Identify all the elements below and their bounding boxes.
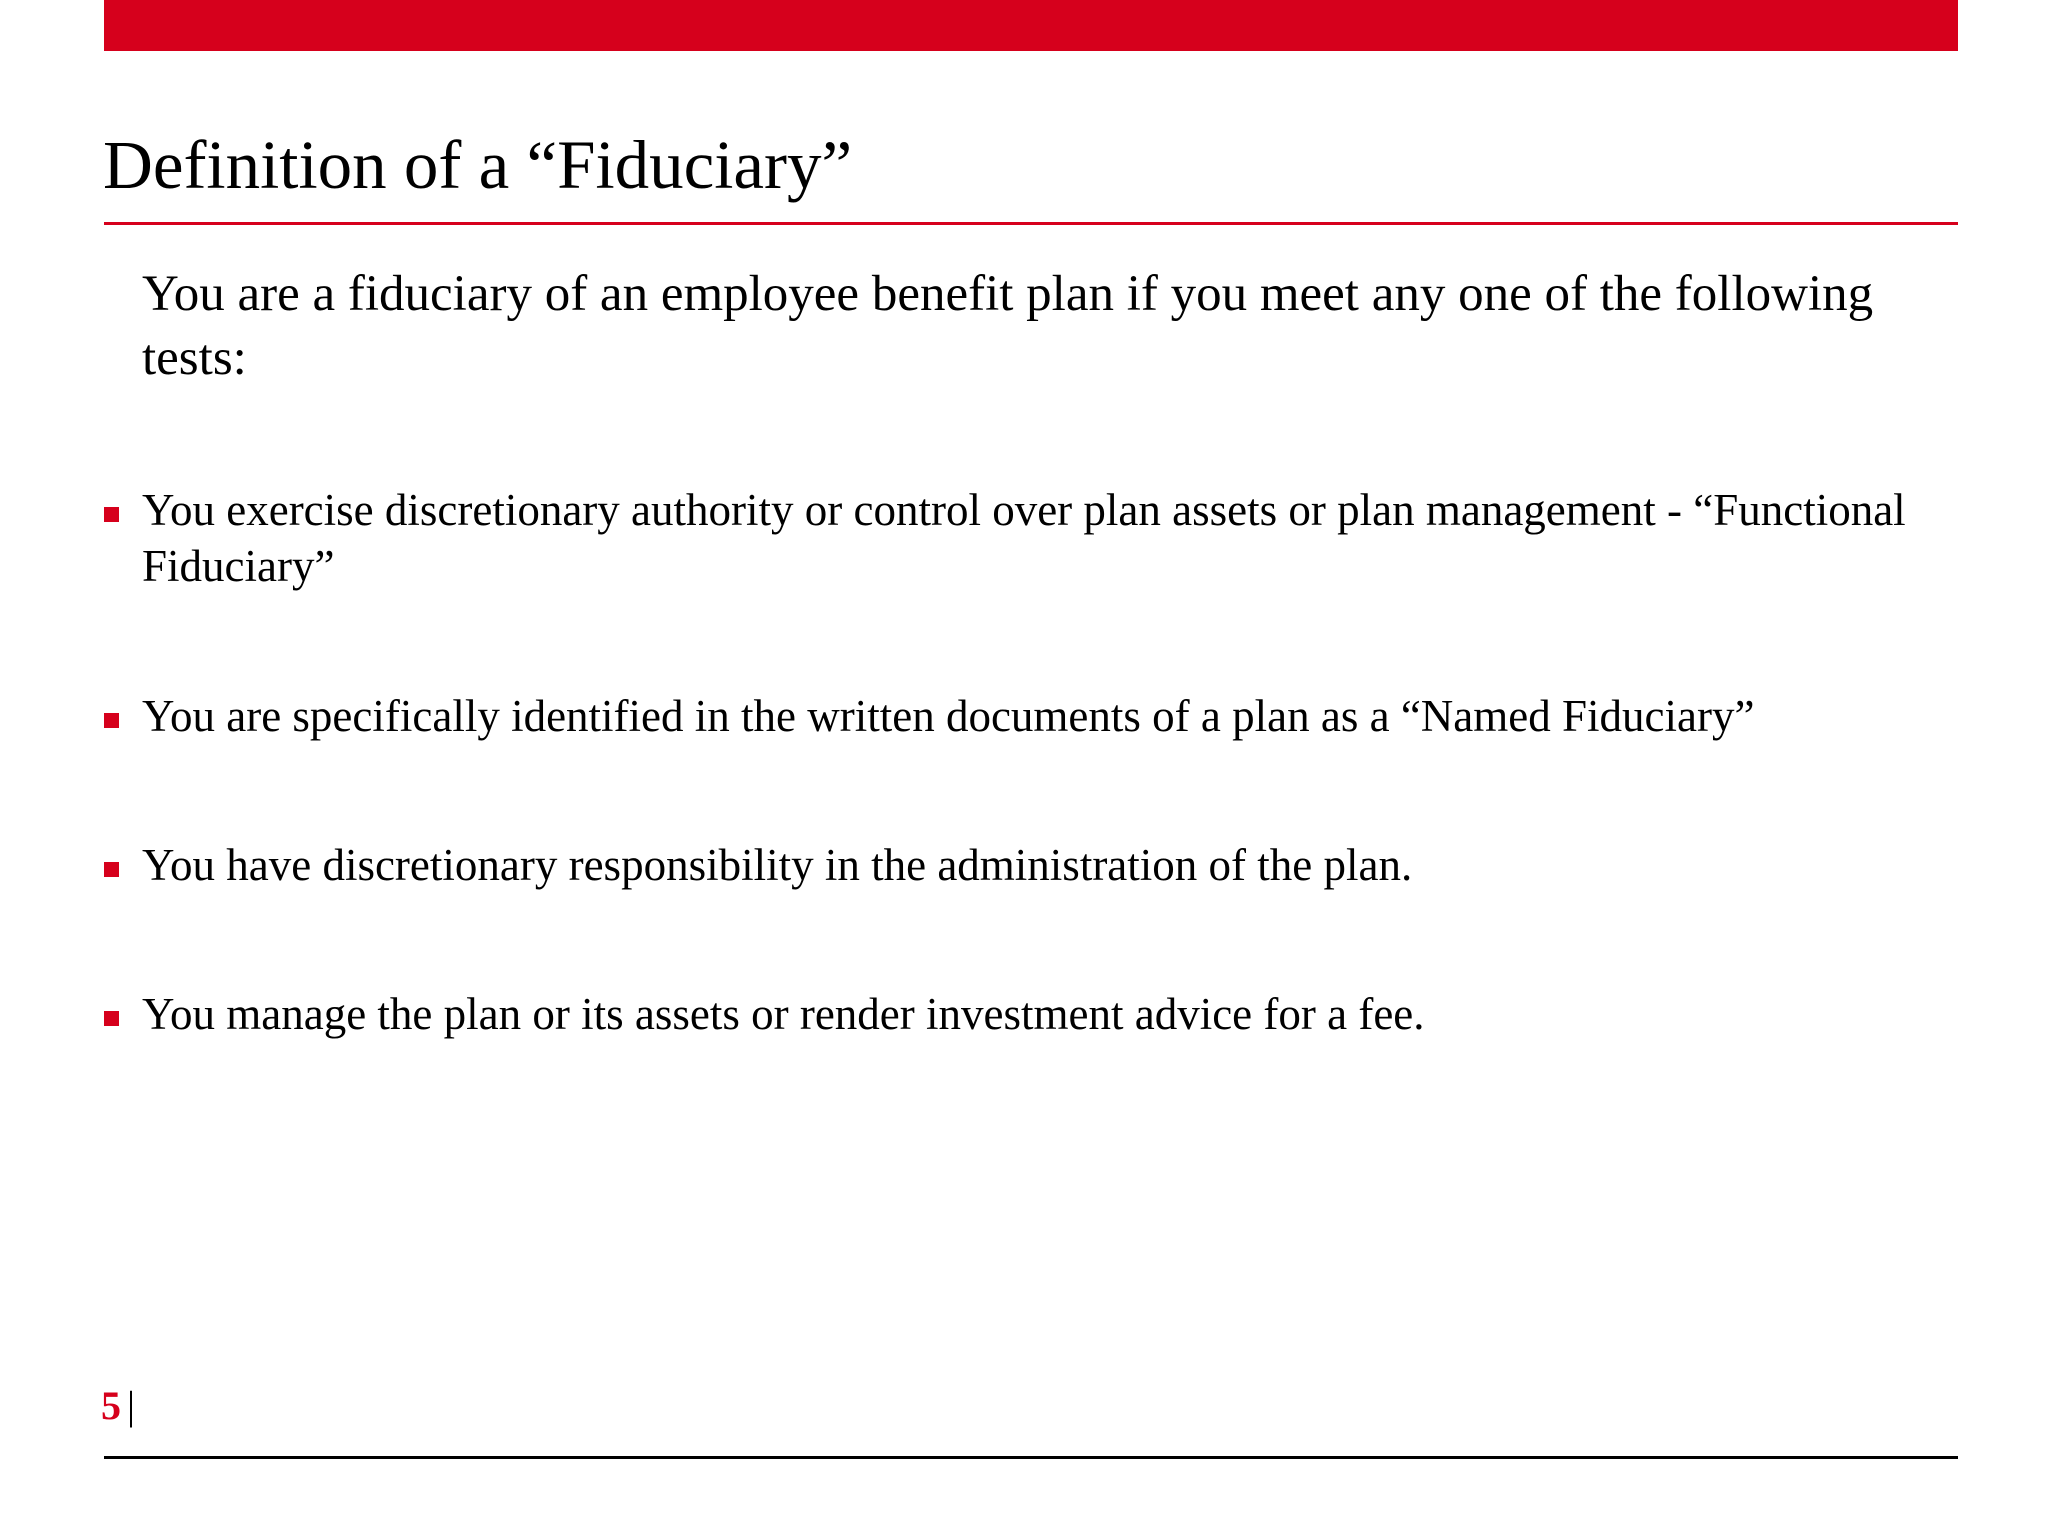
square-bullet-icon <box>104 862 119 877</box>
page-number-separator: | <box>127 1383 136 1428</box>
square-bullet-icon <box>104 507 119 522</box>
page-number <box>101 1382 135 1430</box>
bullet-text: You manage the plan or its assets or render investment advice for a fee. <box>142 989 1425 1039</box>
bullet-item <box>104 688 1958 744</box>
page-number-value: 5 <box>101 1383 121 1428</box>
square-bullet-icon <box>104 1011 119 1026</box>
intro-text: You are a fiduciary of an employee benefit plan if you meet any one of the following tests: <box>142 266 1874 386</box>
title-underline <box>104 222 1958 225</box>
slide-title: Definition of a “Fiduciary” <box>103 127 853 203</box>
bullet-item <box>104 837 1958 893</box>
bullet-text: You have discretionary responsibility in the administration of the plan. <box>142 840 1413 890</box>
bullet-item <box>104 482 1958 594</box>
bullet-item <box>104 986 1958 1042</box>
top-accent-bar <box>104 0 1958 51</box>
square-bullet-icon <box>104 713 119 728</box>
bullet-text: You exercise discretionary authority or control over plan assets or plan management - “Functional Fiduciary” <box>142 485 1906 591</box>
bullet-text: You are specifically identified in the written documents of a plan as a “Named Fiduciary” <box>142 691 1755 741</box>
footer-rule <box>104 1456 1958 1459</box>
